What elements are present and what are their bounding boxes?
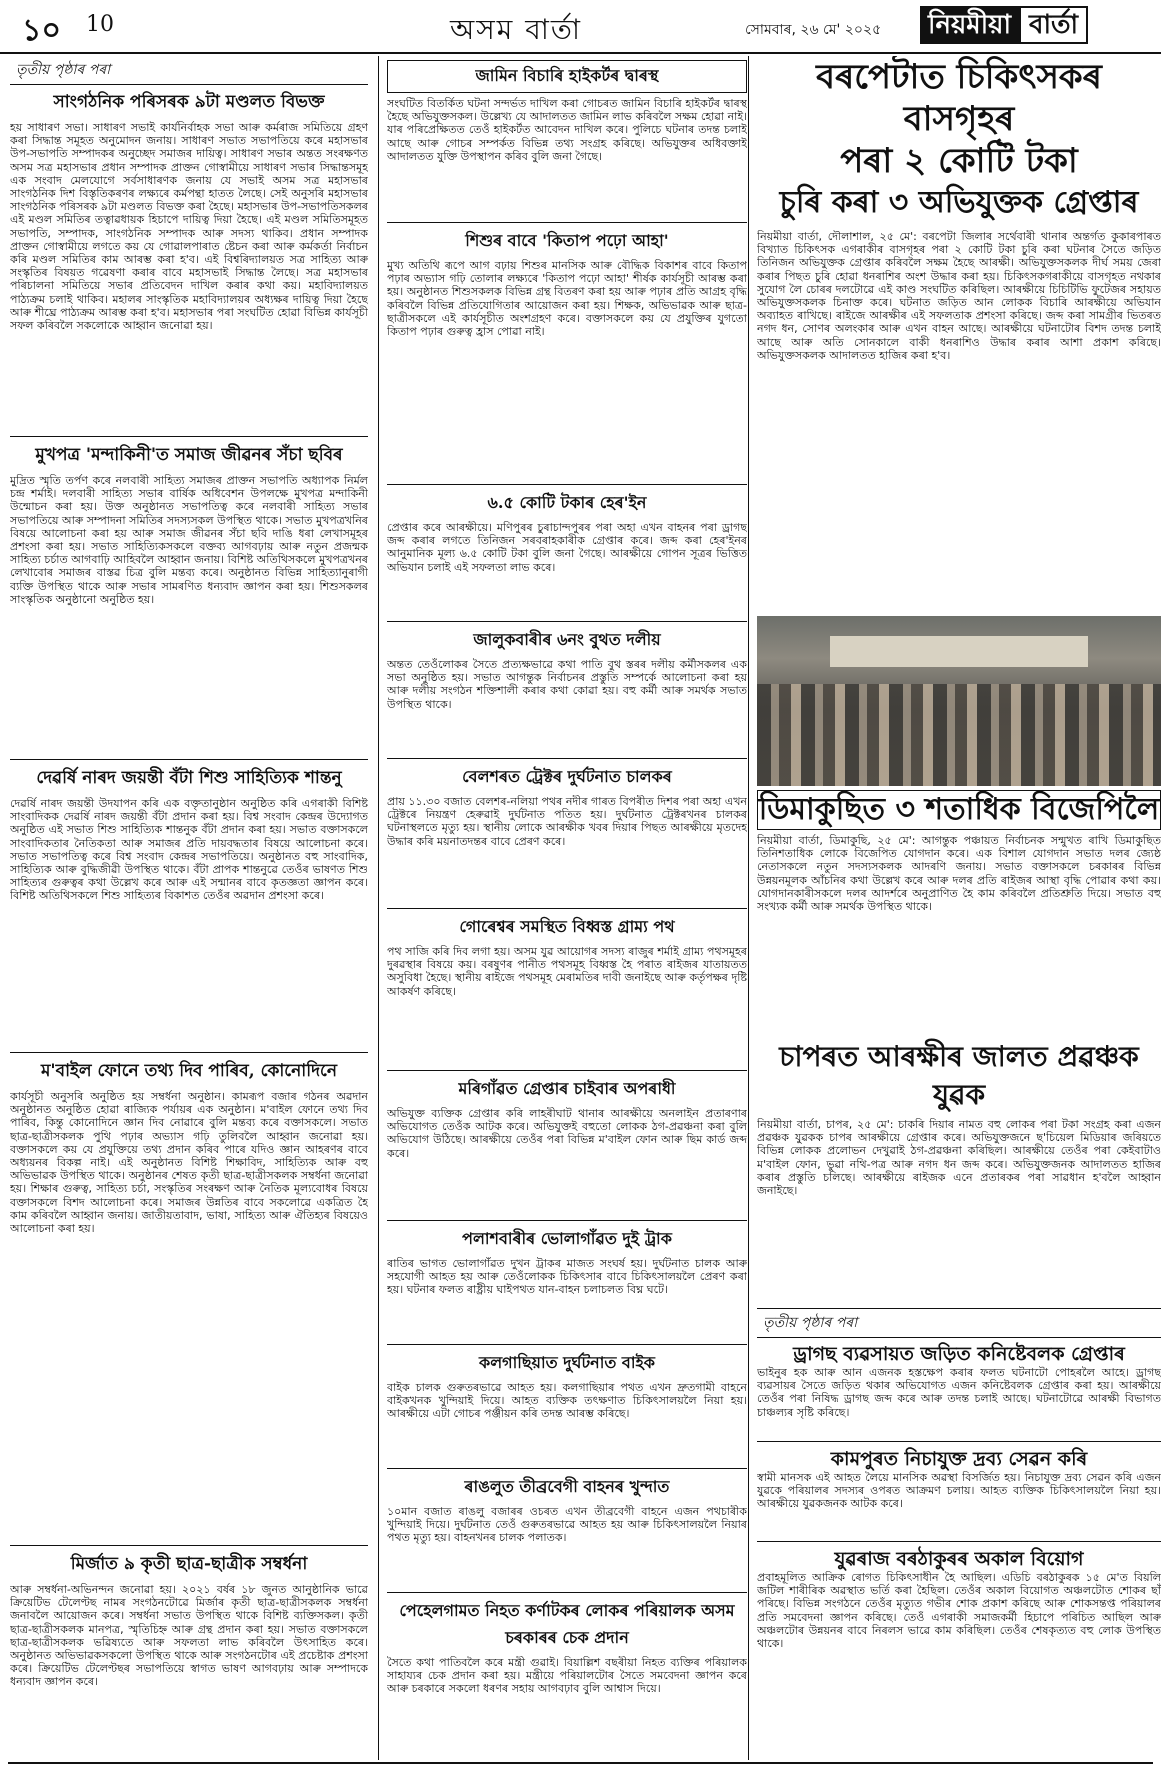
article-headline: ৰাঙলুত তীব্ৰবেগী বাহনৰ খুন্দাত [464,1477,670,1496]
article-headline: জালুকবাৰীৰ ৬নং বুথত দলীয় [473,630,661,649]
article-body: সৈতে কথা পাতিবলৈ কৰে মন্ত্ৰী গুৱাই। বিয়াল্লিশ বছৰীয়া নিহত ব্যক্তিৰ পৰিয়ালক সাহায্যৰ চেক প্ৰদান কৰা হয়। মন্ত্ৰীয়ে পৰিয়ালটোৰ সৈতে সমবেদনা জ্ঞাপন কৰে আৰু চৰকাৰে সকলো ধৰণৰ সহায় আগবঢ়াব বুলি আশ্বাস দিয়ে। [387,1656,747,1696]
brand-logo [920,6,1148,44]
article-headline: যুৱৰাজ বৰঠাকুৰৰ অকাল বিয়োগ [834,1548,1084,1570]
article-headline: মৰিগাঁৱত গ্ৰেপ্তাৰ চাইবাৰ অপৰাধী [458,1079,676,1098]
column-1 [10,56,368,1760]
small-article-3 [757,1547,1161,1721]
column-3 [748,56,1161,1760]
article-body: স্বামী মানসক এই আহত লৈয়ে মানসিক অৱস্থা বিসৰ্জিত হয়। নিচাযুক্ত দ্ৰব্য সেৱন কৰি এজন যুৱকে পৰিয়ালৰ সদস্যৰ ওপৰত আক্ৰমণ চলায়। আহত ব্যক্তিক চিকিৎসালয়লৈ নিয়া হয়। আৰক্ষীয়ে যুৱকজনক আটক কৰে। [757,1471,1161,1511]
article-4 [10,1058,368,1540]
article-2 [10,442,368,754]
divider [387,1468,747,1469]
article-body: আৰু সম্বৰ্ধনা-অভিনন্দন জনোৱা হয়। ২০২১ বৰ্ষৰ ১৮ জুনত আনুষ্ঠানিক ভাৱে ক্ৰিয়েটিভ টেলেণ্টছ নামৰ সংগঠনটোৱে মিৰ্জাৰ কৃতী ছাত্ৰ-ছাত্ৰীসকলক সম্বৰ্ধনা জনাবলৈ আয়োজন কৰে। সম্বৰ্ধনা সভাত উপস্থিত থাকে বিশিষ্ট ব্যক্তিসকল। কৃতী ছাত্ৰ-ছাত্ৰীসকলক মানপত্ৰ, স্মৃতিচিহ্ন আৰু গ্ৰন্থ প্ৰদান কৰা হয়। সভাত বক্তাসকলে ছাত্ৰ-ছাত্ৰীসকলক ভৱিষ্যতে আৰু সফলতা লাভ কৰিবলৈ উৎসাহিত কৰে। অনুষ্ঠানত অভিভাৱকসকলো উপস্থিত থাকে আৰু সংগঠনটোৰ এই প্ৰচেষ্টাক প্ৰশংসা কৰে। ক্ৰিয়েটিভ টেলেণ্টছৰ সভাপতিয়ে স্বাগত ভাষণ আগবঢ়ায় আৰু সম্পাদকে ধন্যবাদ জ্ঞাপন কৰে। [10,1583,368,1689]
article-headline: পেহেলগামত নিহত কৰ্ণাটকৰ লোকৰ পৰিয়ালক অসম চৰকাৰৰ চেক প্ৰদান [399,1601,735,1647]
divider [757,1541,1161,1542]
lead-headline-line-2: পৰা ২ কোটি টকা [840,141,1078,181]
continued-label: তৃতীয় পৃষ্ঠাৰ পৰা [10,56,368,85]
continued-label: তৃতীয় পৃষ্ঠাৰ পৰা [757,1308,1161,1338]
article-headline: মুখপত্ৰ 'মন্দাকিনী'ত সমাজ জীৱনৰ সঁচা ছবিৰ [35,445,343,465]
lead-body: নিয়মীয়া বাৰ্তা, দৌলাশাল, ২৫ মে': বৰপেটা জিলাৰ সৰ্থেবাৰী থানাৰ অন্তৰ্গত কুকাৰপাৰত বিখ্যাত চিকিৎসক এগৰাকীৰ বাসগৃহৰ পৰা ২ কোটি টকা চুৰি কৰা ঘটনাৰ সৈতে জড়িত তিনিজন অভিযুক্তক গ্ৰেপ্তাৰ কৰিবলৈ সক্ষম হৈছে আৰক্ষী। অভিযুক্তসকলক দীৰ্ঘ সময় জেৰা কৰাৰ পিছত চুৰি হোৱা ধনৰাশিৰ অংশ উদ্ধাৰ কৰা হয়। চিকিৎসকগৰাকীয়ে বাসগৃহত নথকাৰ সুযোগ লৈ চোৰৰ দলটোৱে এই কাণ্ড সংঘটিত কৰিছিল। আৰক্ষীয়ে চিচিটিভি ফুটেজৰ সহায়ত অভিযুক্তসকলক চিনাক্ত কৰে। ঘটনাত জড়িত আন লোকক বিচাৰি আৰক্ষীয়ে অভিযান অব্যাহত ৰাখিছে। ৰাইজে আৰক্ষীৰ এই সফলতাক প্ৰশংসা কৰিছে। জব্দ কৰা সামগ্ৰীৰ ভিতৰত নগদ ধন, সোণৰ অলংকাৰ আৰু এখন বাহন আছে। আৰক্ষীয়ে ঘটনাটোৰ বিশদ তদন্ত চলাই আছে আৰু অতি সোনকালে বাকী ধনৰাশিও উদ্ধাৰ কৰাৰ আশা প্ৰকাশ কৰিছে। অভিযুক্তসকলক আদালতত হাজিৰ কৰা হ'ব। [757,230,1161,362]
chapar-story [757,1038,1161,1308]
article-body: হয় সাধাৰণ সভা। সাধাৰণ সভাই কাৰ্যনিৰ্বাহক সভা আৰু কৰ্মৰাজ সমিতিয়ে গ্ৰহণ কৰা সিদ্ধান্ত সমূহত অনুমোদন জনায়। সাধাৰণ সভাত সভাপতিয়ে কৰে মহাসভাৰ উপ-সভাপতি সম্পাদকৰ অনুচ্ছেদ সমাজৰ দায়িত্ব। সাধাৰণ সভাৰ অন্তত সংৰক্ষণত অসম সত্ৰ মহাসভাৰ প্ৰধান সম্পাদক প্ৰাক্তন গোস্বামীয়ে সাধাৰণ সভাৰ সিদ্ধান্তসমূহ এক সংবাদ মেলযোগে সৰ্বসাধাৰণক জনায় যে সভাই অসম সত্ৰ মহাসভাৰ সাংগঠনিক দিশ বিস্তৃতিকৰণৰ লক্ষ্যৰে কৰ্মপন্থা হাতত লৈছে। সেই অনুসৰি মহাসভাৰ সাংগঠনিক পৰিসৰক ৯টা মণ্ডলত বিভক্ত কৰা হৈছে। মহাসভাৰ উপ-সভাপতিসকলৰ এই মণ্ডল সমিতিৰ তত্বাৱধায়ক হিচাপে দায়িত্ব দিয়া হৈছে। এই মণ্ডল সমিতিসমূহত সভাপতি, সম্পাদক, সাংগঠনিক সম্পাদক আৰু সদস্য থাকিব। প্ৰধান সম্পাদক প্ৰাক্তন গোস্বামীয়ে লগতে কয় যে গোৱালপাৰাত ষ্টেচন কৰা আৰু কৰ্মকৰ্তা নিৰ্বাচন কৰি মণ্ডল সমিতিৰ কাম আৰম্ভ কৰা হ'ব। এই বিশ্বৰিদ্যালয়ত সত্ৰ সাহিত্য আৰু সংস্কৃতিৰ বিষয়ত গৱেষণা কৰাৰ বাবে মহাসভাই সিদ্ধান্ত লৈছে। সত্ৰ মহাসভাৰ পৰিচালনা সমিতিয়ে সভাৰ প্ৰতিবেদন দাখিল কৰাৰ কথা কয়। মহাবিদ্যালয়ত পাঠ্যক্ৰম চলাই থাকিব। মহালৰ সাংস্কৃতিক মহাবিদ্যালয়ৰ অধ্যক্ষৰ দায়িত্ব দিয়া হৈছে আৰু শীঘ্ৰে পাঠ্যক্ৰম আৰম্ভ কৰা হ'ব। মহাসভাৰ পৰা সংঘটিত হোৱা বিভিন্ন কাৰ্যসূচী সফল কৰিবলৈ সকলোকে আহ্বান জনোৱা হয়। [10,121,368,333]
page-number-latin: 10 [86,12,114,37]
chapar-body: নিয়মীয়া বাৰ্তা, চাপৰ, ২৫ মে': চাকৰি দিয়াৰ নামত বহু লোকৰ পৰা টকা সংগ্ৰহ কৰা এজন প্ৰৱঞ্চক যুৱকক চাপৰ আৰক্ষীয়ে গ্ৰেপ্তাৰ কৰে। অভিযুক্তজনে ছ'চিয়েল মিডিয়াৰ জৰিয়তে বিভিন্ন লোকক প্ৰলোভন দেখুৱাই ঠগ-প্ৰৱঞ্চনা কৰিছিল। আৰক্ষীয়ে তেওঁৰ পৰা কেইবাটাও ম'বাইল ফোন, ভুৱা নথি-পত্ৰ আৰু নগদ ধন জব্দ কৰে। অভিযুক্তজনক আদালতত হাজিৰ কৰাৰ প্ৰস্তুতি চলিছে। আৰক্ষীয়ে ৰাইজক এনে প্ৰতাৰকৰ পৰা সাৱধান হ'বলৈ আহ্বান জনাইছে। [757,1118,1161,1198]
article-3 [10,765,368,1047]
logo-right: বাৰ্তা [1019,6,1088,44]
article-body: মুদ্ৰিত স্মৃতি তৰ্পণ কৰে নলবাৰী সাহিত্য সমাজৰ প্ৰাক্তন সভাপতি অধ্যাপক নিৰ্মল চন্দ্ৰ শৰ্মাই। দলবাৰী সাহিত্য সভাৰ বাৰ্ষিক অধিবেশন উপলক্ষে মুখপত্ৰ মন্দাকিনী উন্মোচন কৰা হয়। উক্ত অনুষ্ঠানত সভাপতিত্ব কৰে নলবাৰী সাহিত্য সভাৰ সভাপতিয়ে আৰু সম্পাদনা সমিতিৰ সদস্যসকল উপস্থিত থাকে। সভাত মুখপত্ৰখনিৰ বিষয়ে আলোচনা কৰা হয় আৰু সমাজ জীৱনৰ সঁচা ছবি দাঙি ধৰা লেখাসমূহৰ প্ৰশংসা কৰা হয়। সভাত সাহিত্যিকসকলে বক্তব্য আগবঢ়ায় আৰু নতুন প্ৰজন্মক সাহিত্য চৰ্চাত আগবাঢ়ি আহিবলৈ আহ্বান জনায়। বিশিষ্ট অতিথিসকলে মুখপত্ৰখনৰ লেখাবোৰ সমাজৰ বাস্তৱ চিত্ৰ বুলি মন্তব্য কৰে। অনুষ্ঠানত বিভিন্ন সাহিত্যানুৰাগী ব্যক্তি উপস্থিত থাকে আৰু সভাৰ সামৰণিত ধন্যবাদ জ্ঞাপন কৰা হয়। শিশুসকলৰ সাংস্কৃতিক অনুষ্ঠানো অনুষ্ঠিত হয়। [10,474,368,606]
dimakuchi-body: নিয়মীয়া বাৰ্তা, ডিমাকুছি, ২৫ মে': আগন্তুক পঞ্চায়ত নিৰ্বাচনক সন্মুখত ৰাখি ডিমাকুছিত তিনিশতাধিক লোকে বিজেপিত যোগদান কৰে। এক বিশাল যোগদান সভাত দলৰ জ্যেষ্ঠ নেতাসকলে নতুন সদস্যসকলক আদৰণি জনায়। সভাত বক্তাসকলে চৰকাৰৰ বিভিন্ন উন্নয়নমূলক আঁচনিৰ কথা উল্লেখ কৰে আৰু দলৰ প্ৰতি ৰাইজৰ আস্থা বৃদ্ধি পোৱাৰ কথা কয়। যোগদানকাৰীসকলে দলৰ আদৰ্শৰে অনুপ্ৰাণিত হৈ কাম কৰিবলৈ প্ৰতিশ্ৰুতি দিয়ে। সভাত বহু সংখ্যক কৰ্মী আৰু সমৰ্থক উপস্থিত থাকে। [757,834,1161,914]
footer-rule [8,1762,1153,1764]
divider [387,758,747,759]
article-16 [387,1598,747,1756]
article-body: ১০মান বজাত ৰাঙলু বজাৰৰ ওচৰত এখন তীব্ৰবেগী বাহনে এজন পথচাৰীক খুন্দিয়াই দিয়ে। দুৰ্ঘটনাত তেওঁ গুৰুতৰভাৱে আহত হয় আৰু চিকিৎসালয়লৈ নিয়াৰ পথত মৃত্যু হয়। বাহনখনৰ চালক পলাতক। [387,1505,747,1545]
article-body: প্ৰায় ১১.৩০ বজাত বেলশৰ-নলিয়া পথৰ নদীৰ গাৰত বিপৰীত দিশৰ পৰা অহা এখন ট্ৰেক্টৰে নিয়ন্ত্ৰণ হেৰুৱাই দুৰ্ঘটনাত পতিত হয়। দুৰ্ঘটনাত ট্ৰেক্টৰখনৰ চালকৰ ঘটনাস্থলতে মৃত্যু হয়। স্থানীয় লোকে আৰক্ষীক খবৰ দিয়াৰ পিছত আৰক্ষীয়ে মৃতদেহ উদ্ধাৰ কৰি ময়নাতদন্তৰ বাবে প্ৰেৰণ কৰে। [387,795,747,848]
divider [387,1220,747,1221]
divider [10,1052,368,1053]
article-7 [387,228,747,479]
divider [387,222,747,223]
article-5 [10,1551,368,1760]
article-body: বাইক চালক গুৰুতৰভাৱে আহত হয়। কলগাছিয়াৰ পথত এখন দ্ৰুতগামী বাহনে বাইকখনক খুন্দিয়াই দিয়ে। আহত ব্যক্তিক তৎক্ষণাত চিকিৎসালয়লৈ নিয়া হয়। আৰক্ষীয়ে এটা গোচৰ পঞ্জীয়ন কৰি তদন্ত আৰম্ভ কৰিছে। [387,1381,747,1421]
article-body: মুখ্য অতিথি ৰূপে আগ বঢ়ায় শিশুৰ মানসিক আৰু বৌদ্ধিক বিকাশৰ বাবে কিতাপ পঢ়াৰ অভ্যাস গঢ়ি তোলাৰ লক্ষ্যৰে 'কিতাপ পঢ়ো আহা' শীৰ্ষক কাৰ্যসূচী আৰম্ভ কৰা হয়। অনুষ্ঠানত শিশুসকলক বিভিন্ন গ্ৰন্থ বিতৰণ কৰা হয় আৰু পঢ়াৰ প্ৰতি আগ্ৰহ বৃদ্ধি কৰিবলৈ বিভিন্ন প্ৰতিযোগিতাৰ আয়োজন কৰা হয়। শিক্ষক, অভিভাৱক আৰু ছাত্ৰ-ছাত্ৰীসকলে এই কাৰ্যসূচীত অংশগ্ৰহণ কৰে। বক্তাসকলে কয় যে প্ৰযুক্তিৰ যুগতো কিতাপ পঢ়াৰ গুৰুত্ব হ্ৰাস পোৱা নাই। [387,259,747,339]
article-headline: জামিন বিচাৰি হাইকৰ্টৰ দ্বাৰস্থ [387,60,747,93]
article-headline: ম'বাইল ফোনে তথ্য দিব পাৰিব, কোনোদিনে [40,1061,337,1081]
dimakuchi-story [757,790,1161,1034]
article-11 [387,914,747,1065]
divider [387,1344,747,1345]
divider [387,1592,747,1593]
article-headline: পলাশবাৰীৰ ভোলাগাঁৱত দুই ট্ৰাক [462,1229,672,1248]
divider [387,908,747,909]
divider [387,621,747,622]
logo-left: নিয়মীয়া [920,6,1019,44]
divider [387,484,747,485]
article-body: পথ সাজি কৰি দিব লগা হয়। অসম যুৱ আয়োগৰ সদস্য ৰাজুৰ শৰ্মাই গ্ৰাম্য পথসমূহৰ দুৰৱস্থাৰ বিষয়ে কয়। বৰষুণৰ পানীত পথসমূহ বিধ্বস্ত হৈ পৰাত ৰাইজৰ যাতায়তত অসুবিধা হৈছে। স্থানীয় ৰাইজে পথসমূহ মেৰামতিৰ দাবী জনাইছে আৰু কৰ্তৃপক্ষৰ দৃষ্টি আকৰ্ষণ কৰিছে। [387,945,747,998]
issue-date: সোমবাৰ, ২৬ মে' ২০২৫ [745,22,882,38]
lead-story [757,56,1161,610]
article-body: প্ৰেপ্তাৰ কৰে আৰক্ষীয়ে। মণিপুৰৰ চুৰাচান্দপুৰৰ পৰা অহা এখন বাহনৰ পৰা ড্ৰাগছ জব্দ কৰাৰ লগতে তিনিজন সৰবৰাহকাৰীক গ্ৰেপ্তাৰ কৰে। জব্দ কৰা হেৰ'ইনৰ আনুমানিক মূল্য ৬.৫ কোটি টকা বুলি জনা গৈছে। আৰক্ষীয়ে গোপন সূত্ৰৰ ভিত্তিত অভিযান চলাই এই সফলতা লাভ কৰে। [387,521,747,574]
divider [10,759,368,760]
article-1 [10,89,368,431]
article-14 [387,1350,747,1463]
article-body: দেৱৰ্ষি নাৰদ জয়ন্তী উদযাপন কৰি এক বক্তৃতানুষ্ঠান অনুষ্ঠিত কৰি এগৰাকী বিশিষ্ট সাংবাদিকক দেৱৰ্ষি নাৰদ জয়ন্তী বঁটা প্ৰদান কৰা হয়। বিশ্ব সংবাদ কেন্দ্ৰৰ উদ্যোগত অনুষ্ঠিত এই সভাত শিশু সাহিত্যিক শান্তনুক বঁটা প্ৰদান কৰা হয়। সভাত বক্তাসকলে সাংবাদিকতাৰ নৈতিকতা আৰু সমাজৰ প্ৰতি দায়বদ্ধতাৰ বিষয়ে আলোচনা কৰে। সভাত সভাপতিত্ব কৰে বিশ্ব সংবাদ কেন্দ্ৰৰ সভাপতিয়ে। অনুষ্ঠানত বহু সাংবাদিক, সাহিত্যিক আৰু বুদ্ধিজীৱী উপস্থিত থাকে। বঁটা প্ৰাপক শান্তনুৱে তেওঁৰ ভাষণত শিশু সাহিত্যৰ গুৰুত্বৰ কথা উল্লেখ কৰে আৰু এই সন্মানৰ বাবে কৃতজ্ঞতা জ্ঞাপন কৰে। বিশিষ্ট অতিথিসকলে শিশু সাহিত্যৰ বিকাশত তেওঁৰ অৱদান প্ৰশংসা কৰে। [10,797,368,903]
article-headline: দেৱৰ্ষি নাৰদ জয়ন্তী বঁটা শিশু সাহিত্যিক শান্তনু [36,768,342,788]
article-15 [387,1474,747,1587]
chapar-headline: চাপৰত আৰক্ষীৰ জালত প্ৰৱঞ্চক যুৱক [779,1040,1139,1111]
article-headline: শিশুৰ বাবে 'কিতাপ পঢ়ো আহা' [465,231,669,250]
article-headline: ৬.৫ কোটি টকাৰ হেৰ'ইন [487,493,647,512]
photo-crowd [757,684,1161,786]
lead-headline-line-1: বৰপেটাত চিকিৎসকৰ বাসগৃহৰ [816,57,1102,139]
article-6 [387,60,747,217]
dimakuchi-headline: ডিমাকুছিত ৩ শতাধিক বিজেপিলৈ [757,790,1161,830]
article-9 [387,627,747,753]
article-headline: সাংগঠনিক পৰিসৰক ৯টা মণ্ডলত বিভক্ত [53,92,325,112]
photo-banner [830,636,1089,667]
small-article-2 [757,1447,1161,1536]
small-article-1 [757,1342,1161,1436]
article-headline: বেলশৰত ট্ৰেক্টৰ দুৰ্ঘটনাত চালকৰ [462,767,672,786]
lead-headline-line-3: চুৰি কৰা ৩ অভিযুক্তক গ্ৰেপ্তাৰ [779,185,1139,220]
page-number-native: ১০ [22,13,61,48]
paper-name: অসম বাৰ্তা [450,13,583,46]
article-13 [387,1226,747,1339]
article-8 [387,490,747,616]
article-12 [387,1076,747,1215]
article-body: প্ৰবাহমূলিত আক্ৰিক ৰোগত চিকিৎসাধীন হৈ আছিল। এডিচি বৰঠাকুৰক ১৫ মে'ত বিয়লি জটিল শাৰীৰিক অৱস্থাত ভৰ্তি কৰা হৈছিল। তেওঁৰ অকাল বিয়োগত অঞ্চলটোত শোকৰ ছাঁ পৰিছে। বিভিন্ন সংগঠনে তেওঁৰ মৃত্যুত গভীৰ শোক প্ৰকাশ কৰিছে আৰু শোকসন্তপ্ত পৰিয়ালৰ প্ৰতি সমবেদনা জ্ঞাপন কৰিছে। তেওঁ এগৰাকী সমাজকৰ্মী হিচাপে পৰিচিত আছিল আৰু অঞ্চলটোৰ উন্নয়নৰ বাবে নিৰলস ভাৱে কাম কৰিছিল। তেওঁৰ শেষকৃত্যত বহু লোক উপস্থিত থাকে। [757,1571,1161,1651]
divider [10,1545,368,1546]
divider [757,1441,1161,1442]
divider [10,436,368,437]
article-headline: মিৰ্জাত ৯ কৃতী ছাত্ৰ-ছাত্ৰীক সম্বৰ্ধনা [70,1554,308,1574]
article-body: ভাইনুৰ হক আৰু আন এজনক হস্তক্ষেপ কৰাৰ ফলত ঘটনাটো পোহৰলৈ আহে। ড্ৰাগছ ব্যৱসায়ৰ সৈতে জড়িত থকাৰ অভিযোগত এজন কনিষ্টেবলক গ্ৰেপ্তাৰ কৰা হয়। আৰক্ষীয়ে তেওঁৰ পৰা নিষিদ্ধ ড্ৰাগছ জব্দ কৰে আৰু তদন্ত চলাই আছে। ঘটনাটোৱে আৰক্ষী বিভাগত চাঞ্চল্যৰ সৃষ্টি কৰিছে। [757,1366,1161,1419]
article-headline: গোৰেশ্বৰ সমস্থিত বিধ্বস্ত গ্ৰাম্য পথ [459,917,675,936]
column-2 [378,56,747,1760]
article-body: অভিযুক্ত ব্যক্তিক গ্ৰেপ্তাৰ কৰি লাহৰীঘাট থানাৰ আৰক্ষীয়ে অনলাইন প্ৰতাৰণাৰ অভিযোগত তেওঁক আটক কৰে। অভিযুক্তই বহুতো লোকক ঠগ-প্ৰৱঞ্চনা কৰা বুলি অভিযোগ উঠিছে। আৰক্ষীয়ে তেওঁৰ পৰা বিভিন্ন ম'বাইল ফোন আৰু ছিম কাৰ্ড জব্দ কৰে। [387,1107,747,1160]
divider [387,1070,747,1071]
rally-photo [757,616,1161,786]
article-headline: ড্ৰাগছ ব্যৱসায়ত জড়িত কনিষ্টেবলক গ্ৰেপ্তাৰ [793,1343,1125,1365]
masthead [0,0,1161,54]
article-body: কাৰ্যসূচী অনুসৰি অনুষ্ঠিত হয় সম্বৰ্ধনা অনুষ্ঠান। কামৰূপ বজাৰ গঠনৰ অৱদান অনুষ্ঠানত অনুষ্ঠিত হোৱা ৰাজ্যিক পৰ্যায়ৰ এক অনুষ্ঠান। ম'বাইল ফোনে তথ্য দিব পাৰিব, কিন্তু কোনোদিনে জ্ঞান দিব নোৱাৰে বুলি মন্তব্য কৰে বক্তাসকলে। সভাত ছাত্ৰ-ছাত্ৰীসকলক পুথি পঢ়াৰ অভ্যাস গঢ়ি তুলিবলৈ আহ্বান জনোৱা হয়। বক্তাসকলে কয় যে প্ৰযুক্তিয়ে তথ্য প্ৰদান কৰিব পাৰে যদিও জ্ঞান আহৰণৰ বাবে অধ্যয়নৰ বিকল্প নাই। এই অনুষ্ঠানত বিশিষ্ট শিক্ষাবিদ, সাহিত্যিক আৰু বহু অভিভাৱক উপস্থিত থাকে। অনুষ্ঠানৰ শেষত কৃতী ছাত্ৰ-ছাত্ৰীসকলক সম্বৰ্ধনা জনোৱা হয়। শিক্ষাৰ গুৰুত্ব, সাহিত্য চৰ্চা, সংস্কৃতিৰ সংৰক্ষণ আৰু নৈতিক মূল্যবোধৰ বিষয়ে বক্তাসকলে বিশদ আলোচনা কৰে। সমাজৰ উন্নতিৰ বাবে সকলোৱে একত্ৰিত হৈ কাম কৰিবলৈ আহ্বান জনায়। জাতীয়তাবাদ, ভাষা, সাহিত্য আৰু ঐতিহ্যৰ বিষয়েও আলোচনা কৰা হয়। [10,1090,368,1236]
article-body: ৰাতিৰ ভাগত ভোলাগাঁৱত দুখন ট্ৰাকৰ মাজত সংঘৰ্ষ হয়। দুৰ্ঘটনাত চালক আৰু সহযোগী আহত হয় আৰু তেওঁলোকক চিকিৎসাৰ বাবে চিকিৎসালয়লৈ প্ৰেৰণ কৰা হয়। ঘটনাৰ ফলত ৰাষ্ট্ৰীয় ঘাইপথত যান-বাহন চলাচলত বিঘ্ন ঘটে। [387,1257,747,1297]
article-body: সংঘটিত বিতৰ্কিত ঘটনা সন্দৰ্ভত দাখিল কৰা গোচৰত জামিন বিচাৰি হাইকৰ্টৰ দ্বাৰস্থ হৈছে অভিযুক্তসকল। উল্লেখ্য যে আদালতত জামিন লাভ কৰিবলৈ সক্ষম হোৱা নাই। যাৰ পৰিপ্ৰেক্ষিতত তেওঁ হাইকৰ্টত আবেদন দাখিল কৰে। পুলিচে ঘটনাৰ তদন্ত চলাই আছে আৰু গোচৰ সম্পৰ্কত বিভিন্ন তথ্য সংগ্ৰহ কৰিছে। অভিযুক্তৰ অধিবক্তাই আদালতত যুক্তি উপস্থাপন কৰিব বুলি জনা গৈছে। [387,97,747,163]
article-headline: কামপুৰত নিচাযুক্ত দ্ৰব্য সেৱন কৰি [830,1448,1088,1470]
article-10 [387,764,747,903]
article-body: অন্তত তেওঁলোকৰ সৈতে প্ৰত্যক্ষভাৱে কথা পাতি বুথ স্তৰৰ দলীয় কৰ্মীসকলৰ এক সভা অনুষ্ঠিত হয়। সভাত আগন্তুক নিৰ্বাচনৰ প্ৰস্তুতি সম্পৰ্কে আলোচনা কৰা হয় আৰু দলীয় সংগঠন শক্তিশালী কৰাৰ কথা কোৱা হয়। বহু কৰ্মী আৰু সমৰ্থক সভাত উপস্থিত থাকে। [387,658,747,711]
article-headline: কলগাছিয়াত দুৰ্ঘটনাত বাইক [479,1353,655,1372]
